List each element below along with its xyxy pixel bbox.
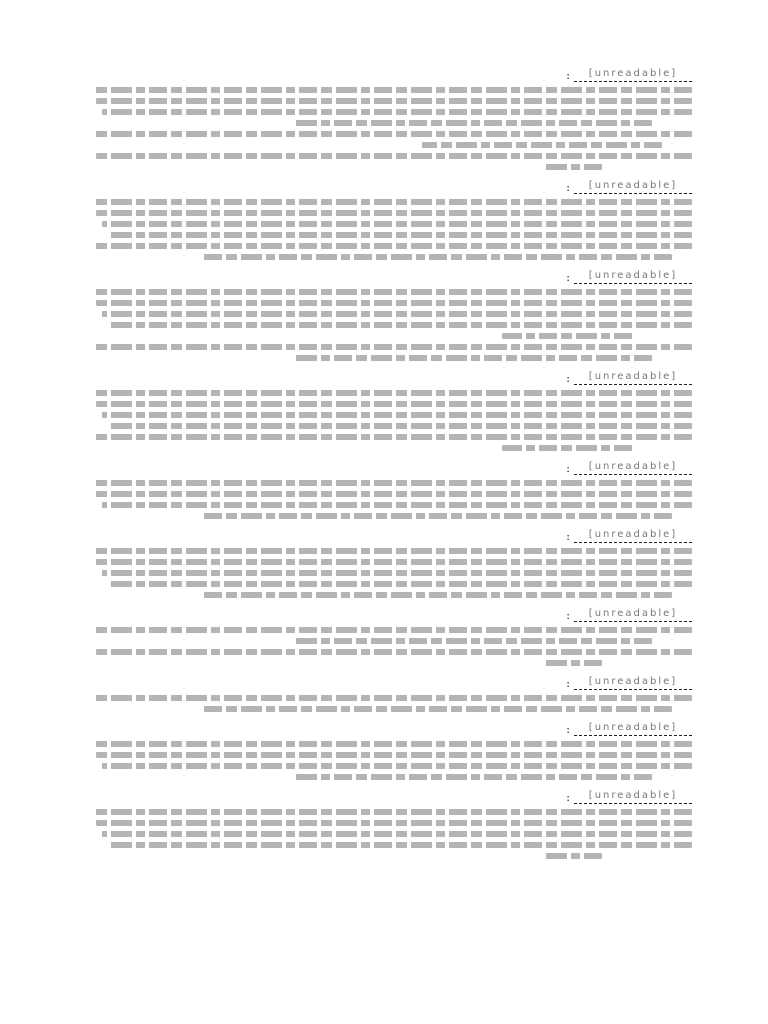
section-solidarity xyxy=(92,676,692,712)
text-line xyxy=(108,581,692,587)
text-line xyxy=(96,153,692,159)
text-line xyxy=(292,774,652,780)
text-line xyxy=(92,695,692,701)
section-heading-row xyxy=(92,722,692,736)
text-line xyxy=(108,322,692,328)
heading-colon: : xyxy=(566,372,570,385)
text-line xyxy=(92,741,692,747)
text-line xyxy=(202,592,672,598)
text-line xyxy=(292,638,652,644)
text-line xyxy=(102,831,692,837)
text-line xyxy=(542,164,602,170)
text-line xyxy=(92,390,692,396)
heading-colon: : xyxy=(566,609,570,622)
text-line xyxy=(202,706,672,712)
text-line xyxy=(96,820,692,826)
section-heading: [unreadable] xyxy=(574,270,692,284)
text-line xyxy=(102,221,692,227)
text-line xyxy=(422,142,662,148)
text-line xyxy=(92,87,692,93)
heading-colon: : xyxy=(566,677,570,690)
section-paragraph xyxy=(92,625,692,666)
heading-colon: : xyxy=(566,530,570,543)
section-values-in-poetry xyxy=(92,608,692,666)
section-heading-row xyxy=(92,270,692,284)
text-line xyxy=(96,649,692,655)
section-paragraph xyxy=(92,739,692,780)
heading-colon: : xyxy=(566,271,570,284)
text-line xyxy=(92,627,692,633)
section-heading: [unreadable] xyxy=(574,722,692,736)
text-line xyxy=(92,809,692,815)
section-heading-row xyxy=(92,790,692,804)
section-heading: [unreadable] xyxy=(574,790,692,804)
section-paragraph xyxy=(92,693,692,712)
section-creativity xyxy=(92,529,692,598)
section-heading-row xyxy=(92,608,692,622)
heading-colon: : xyxy=(566,723,570,736)
section-beauty xyxy=(92,790,692,859)
section-heading: [unreadable] xyxy=(574,180,692,194)
heading-colon: : xyxy=(566,462,570,475)
section-heading: [unreadable] xyxy=(574,68,692,82)
text-line xyxy=(92,243,692,249)
section-migration xyxy=(92,270,692,361)
section-heading-row xyxy=(92,180,692,194)
section-heading: [unreadable] xyxy=(574,461,692,475)
text-line xyxy=(96,491,692,497)
text-line xyxy=(542,660,602,666)
text-line xyxy=(102,109,692,115)
section-paragraph xyxy=(92,287,692,361)
text-line xyxy=(202,513,672,519)
text-line xyxy=(102,311,692,317)
text-line xyxy=(92,344,692,350)
section-paragraph xyxy=(92,807,692,859)
text-line xyxy=(102,412,692,418)
text-line xyxy=(96,752,692,758)
text-line xyxy=(92,480,692,486)
section-development xyxy=(92,68,692,170)
text-line xyxy=(102,502,692,508)
section-paragraph xyxy=(92,478,692,519)
section-heading-row xyxy=(92,68,692,82)
text-line xyxy=(96,300,692,306)
section-modernity xyxy=(92,371,692,451)
text-line xyxy=(96,210,692,216)
section-paragraph xyxy=(92,546,692,598)
text-line xyxy=(96,401,692,407)
heading-colon: : xyxy=(566,791,570,804)
section-paragraph xyxy=(92,197,692,260)
text-line xyxy=(92,548,692,554)
heading-colon: : xyxy=(566,181,570,194)
section-heading-row xyxy=(92,529,692,543)
section-technology xyxy=(92,180,692,260)
text-line xyxy=(108,842,692,848)
text-line xyxy=(292,120,652,126)
section-heading: [unreadable] xyxy=(574,676,692,690)
section-heading-row xyxy=(92,371,692,385)
section-communication xyxy=(92,461,692,519)
text-line xyxy=(102,570,692,576)
section-paragraph xyxy=(92,388,692,451)
text-line xyxy=(92,434,692,440)
text-line xyxy=(292,355,652,361)
text-line xyxy=(92,131,692,137)
section-heading: [unreadable] xyxy=(574,608,692,622)
text-line xyxy=(102,763,692,769)
heading-colon: : xyxy=(566,69,570,82)
section-heading-row xyxy=(92,461,692,475)
text-line xyxy=(96,559,692,565)
text-line xyxy=(542,853,602,859)
text-line xyxy=(96,98,692,104)
text-line xyxy=(92,199,692,205)
text-line xyxy=(502,333,632,339)
section-heading-row xyxy=(92,676,692,690)
text-line xyxy=(202,254,672,260)
text-line xyxy=(502,445,632,451)
section-heading: [unreadable] xyxy=(574,529,692,543)
section-tolerance xyxy=(92,722,692,780)
text-line xyxy=(108,232,692,238)
section-heading: [unreadable] xyxy=(574,371,692,385)
text-line xyxy=(92,289,692,295)
section-paragraph xyxy=(92,85,692,170)
text-line xyxy=(108,423,692,429)
